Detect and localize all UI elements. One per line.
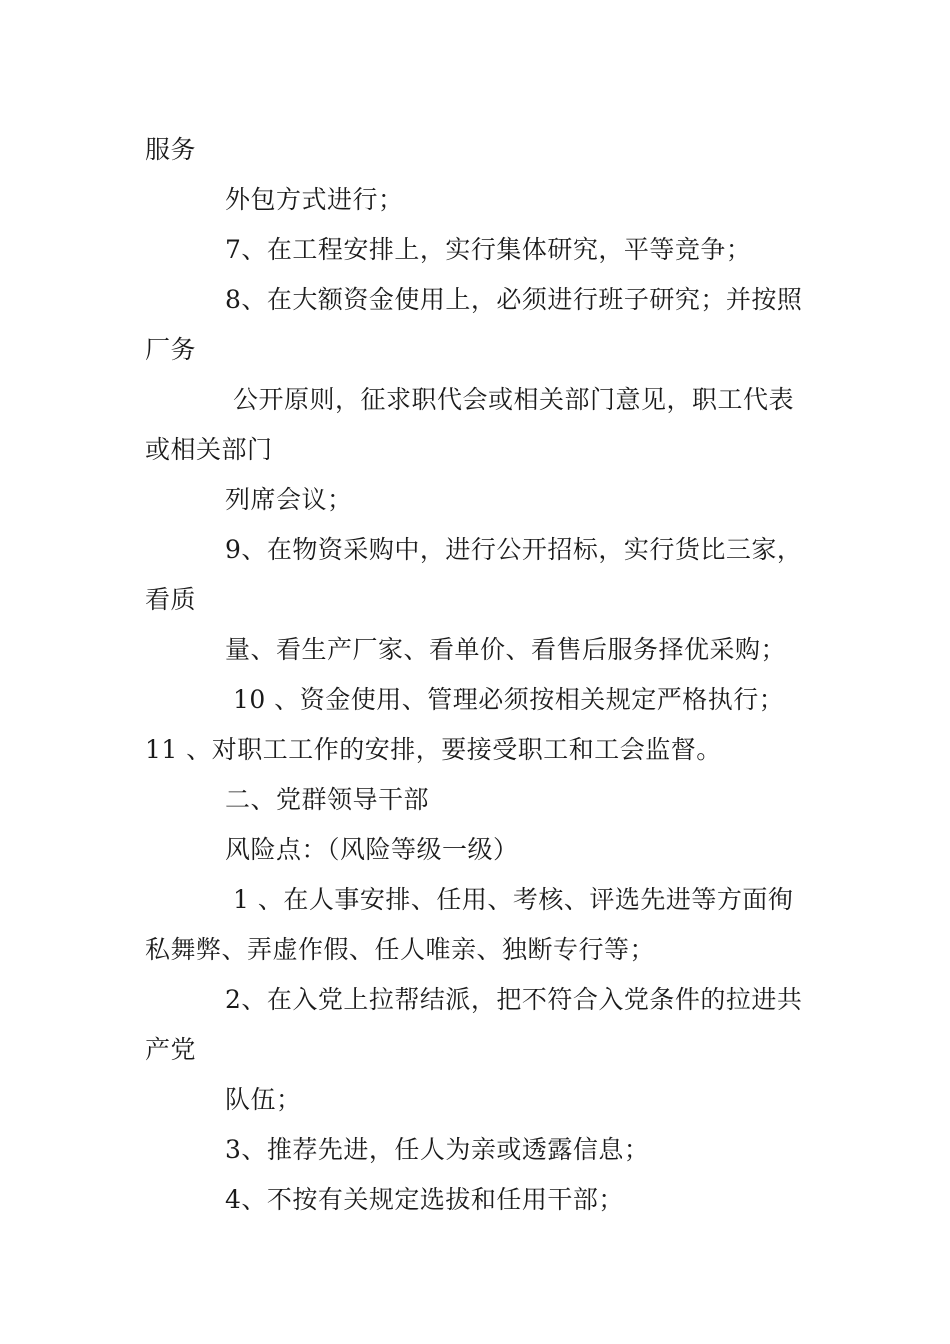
- text-line: 风险点：（风险等级一级）: [225, 835, 519, 864]
- text-line: 11 、对职工工作的安排，要接受职工和工会监督。: [145, 735, 722, 764]
- text-line: 9、在物资采购中，进行公开招标，实行货比三家，: [225, 535, 803, 564]
- text-line: 队伍；: [225, 1085, 302, 1114]
- text-line: 产党: [145, 1035, 197, 1064]
- text-line: 列席会议；: [225, 485, 353, 514]
- text-line: 或相关部门: [145, 435, 273, 464]
- text-line: 看质: [145, 585, 197, 614]
- text-line: 私舞弊、弄虚作假、任人唯亲、独断专行等；: [145, 935, 656, 964]
- section-heading: 二、党群领导干部: [225, 785, 430, 814]
- text-line: 2、在入党上拉帮结派，把不符合入党条件的拉进共: [225, 985, 803, 1014]
- text-line: 10 、资金使用、管理必须按相关规定严格执行；: [233, 685, 785, 714]
- text-line: 4、不按有关规定选拔和任用干部；: [225, 1185, 624, 1214]
- text-line: 服务: [145, 135, 197, 164]
- text-line: 量、看生产厂家、看单价、看售后服务择优采购；: [225, 635, 787, 664]
- text-line: 8、在大额资金使用上，必须进行班子研究；并按照: [225, 285, 803, 314]
- text-line: 3、推荐先进，任人为亲或透露信息；: [225, 1135, 650, 1164]
- text-line: 7、在工程安排上，实行集体研究，平等竞争；: [225, 235, 752, 264]
- text-line: 1 、在人事安排、任用、考核、评选先进等方面徇: [233, 885, 794, 914]
- text-line: 厂务: [145, 335, 197, 364]
- text-line: 外包方式进行；: [225, 185, 404, 214]
- text-line: 公开原则，征求职代会或相关部门意见，职工代表: [233, 385, 795, 414]
